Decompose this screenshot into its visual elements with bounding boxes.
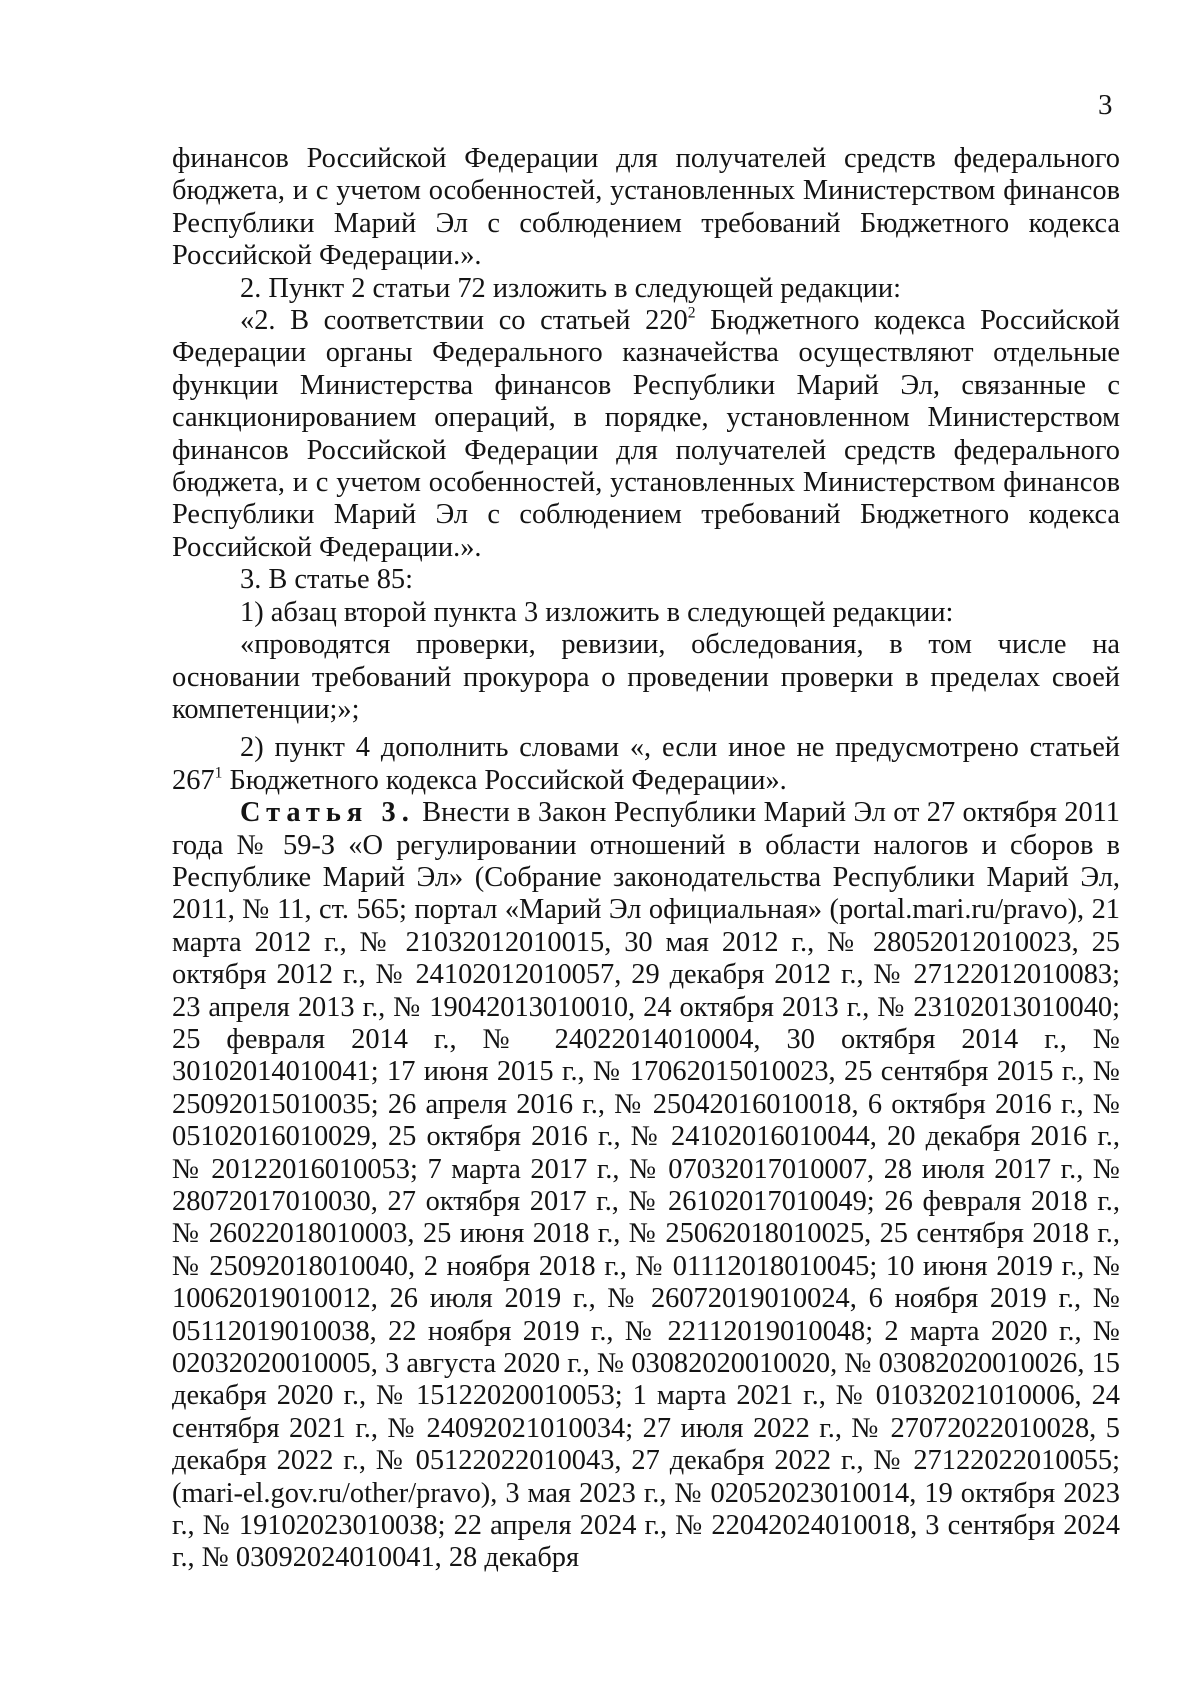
- article-3-label: Статья 3.: [240, 797, 415, 829]
- quote-text-end: Бюджетного кодекса Российской Федерации органы Федерального казначейства осуществляют отдельные функции Министерства финансов Республики Марий Эл, связанные с санкционированием операций, в порядке, установленном Министерством финансов Российской Федерации для получателей средств федерального бюджета, и с учетом особенностей, установленных Министерством финансов Республики Марий Эл с соблюдением требований Бюджетного кодекса Российской Федерации.».: [172, 305, 1120, 563]
- subitem-2-text-end: Бюджетного кодекса Российской Федерации».: [222, 764, 787, 796]
- paragraph-item-2: 2. Пункт 2 статьи 72 изложить в следующей редакции:: [240, 272, 902, 304]
- paragraph-quote-inspections: «проводятся проверки, ревизии, обследования, в том числе на основании требований прокурора о проведении проверки в пределах своей компетенции;»;: [172, 629, 1120, 725]
- page-number: 3: [1098, 89, 1113, 121]
- document-body: [172, 143, 1120, 1575]
- paragraph-continuation: финансов Российской Федерации для получателей средств федерального бюджета, и с учетом особенностей, установленных Министерством финансов Республики Марий Эл с соблюдением требований Бюджетного кодекса Российской Федерации.».: [172, 143, 1120, 272]
- paragraph-item-3: 3. В статье 85:: [240, 564, 413, 596]
- quote-text-start: «2. В соответствии со статьей 220: [240, 305, 688, 337]
- paragraph-quote-220: [172, 305, 1120, 564]
- subitem-2-text-start: 2) пункт 4 дополнить словами «, если иное не предусмотрено статьей 267: [172, 732, 1120, 796]
- superscript-2: 2: [687, 304, 696, 322]
- superscript-1: 1: [214, 764, 223, 782]
- paragraph-subitem-1: 1) абзац второй пункта 3 изложить в следующей редакции:: [240, 596, 954, 628]
- article-3-text: Внести в Закон Республики Марий Эл от 27 октября 2011 года № 59-З «О регулировании отношений в области налогов и сборов в Республике Марий Эл» (Собрание законодательства Республики Марий Эл, 2011, № 11, ст. 565; портал «Марий Эл официальная» (portal.mari.ru/pravo), 21 марта 2012 г., № 21032012010015, 30 мая 2012 г., № 28052012010023, 25 октября 2012 г., № 24102012010057, 29 декабря 2012 г., № 27122012010083; 23 апреля 2013 г., № 19042013010010, 24 октября 2013 г., № 23102013010040; 25 февраля 2014 г., № 24022014010004, 30 октября 2014 г., № 30102014010041; 17 июня 2015 г., № 17062015010023, 25 сентября 2015 г., № 25092015010035; 26 апреля 2016 г., № 25042016010018, 6 октября 2016 г., № 05102016010029, 25 октября 2016 г., № 24102016010044, 20 декабря 2016 г., № 20122016010053; 7 марта 2017 г., № 07032017010007, 28 июля 2017 г., № 28072017010030, 27 октября 2017 г., № 26102017010049; 26 февраля 2018 г., № 26022018010003, 25 июня 2018 г., № 25062018010025, 25 сентября 2018 г., № 25092018010040, 2 ноября 2018 г., № 01112018010045; 10 июня 2019 г., № 10062019010012, 26 июля 2019 г., № 26072019010024, 6 ноября 2019 г., № 05112019010038, 22 ноября 2019 г., № 22112019010048; 2 марта 2020 г., № 02032020010005, 3 августа 2020 г., № 03082020010020, № 03082020010026, 15 декабря 2020 г., № 15122020010053; 1 марта 2021 г., № 01032021010006, 24 сентября 2021 г., № 24092021010034; 27 июля 2022 г., № 27072022010028, 5 декабря 2022 г., № 05122022010043, 27 декабря 2022 г., № 27122022010055; (mari-el.gov.ru/other/pravo), 3 мая 2023 г., № 02052023010014, 19 октября 2023 г., № 19102023010038; 22 апреля 2024 г., № 22042024010018, 3 сентября 2024 г., № 03092024010041, 28 декабря: [172, 797, 1120, 1574]
- paragraph-subitem-2: [172, 732, 1120, 797]
- paragraph-article-3: [172, 797, 1120, 1575]
